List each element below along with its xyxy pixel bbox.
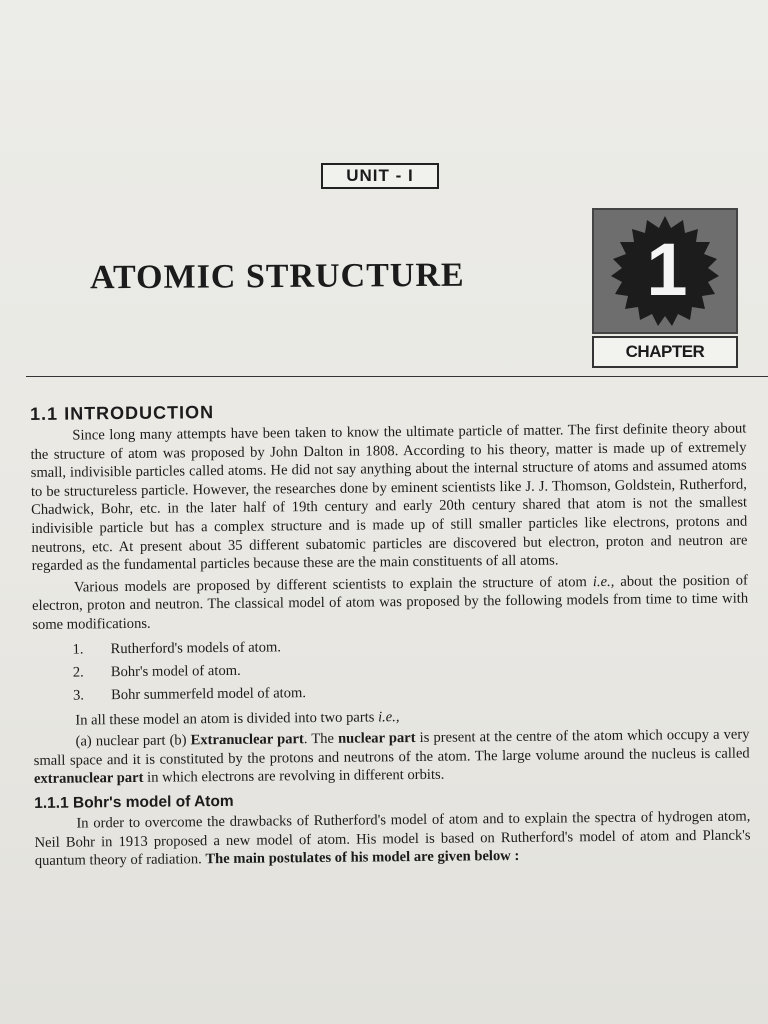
models-ie: i.e., bbox=[592, 573, 615, 590]
subsection-heading: 1.1.1 Bohr's model of Atom bbox=[34, 792, 234, 812]
nuclear-paragraph bbox=[33, 726, 750, 789]
list-item-number: 3. bbox=[72, 686, 85, 704]
nuclear-text-c: is present at the centre of the atom which occupy a very small space and it is constituted by the protons and neutrons of the atom. The large volume around the nucleus is called bbox=[33, 726, 750, 769]
bohr-paragraph bbox=[34, 807, 751, 870]
atom-models-list bbox=[32, 631, 749, 707]
models-text-a: Various models are proposed by different scientists to explain the structure of atom bbox=[73, 573, 593, 596]
chapter-badge-emblem bbox=[592, 208, 738, 334]
list-item-text: Bohr's model of atom. bbox=[110, 662, 241, 680]
extranuclear-part-term: extranuclear part bbox=[33, 770, 144, 788]
postulates-intro: The main postulates of his model are given below : bbox=[205, 847, 520, 868]
intro-paragraph: Since long many attempts have been taken to know the ultimate particle of matter. The first definite theory about the structure of atom was proposed by John Dalton in 1808. According to his theory, matter is made up of extremely small, indivisible particles called atoms. He did not say anything about the internal structure of atoms and assumed atoms to be structureless particle. However, the researches done by eminent scientists like J. J. Thomson, Goldstein, Rutherford, Chadwick, Bohr, etc. in the later half of 19th century and early 20th century shared that atom is not the smallest indivisible particle but has a complex structure and is made up of still smaller particles like electrons, protons and neutrons, etc. At present about 35 different subatomic particles are discovered but electron, proton and neutron are regarded as the fundamental particles because these are the main constituents of all atoms. bbox=[30, 420, 748, 575]
unit-label: UNIT - I bbox=[321, 163, 439, 189]
main-content bbox=[30, 397, 751, 871]
nuclear-part-term: nuclear part bbox=[337, 730, 416, 747]
chapter-word: CHAPTER bbox=[592, 336, 738, 368]
parts-text: In all these model an atom is divided into two parts bbox=[75, 708, 379, 729]
list-item-number: 2. bbox=[72, 663, 84, 681]
nuclear-text-a: (a) nuclear part (b) bbox=[75, 732, 191, 750]
chapter-number: 1 bbox=[646, 228, 688, 311]
nuclear-text-b: . The bbox=[303, 730, 339, 748]
title-divider bbox=[26, 376, 768, 377]
bohr-text: In order to overcome the drawbacks of Rutherford's model of atom and to explain the spectra of hydrogen atom, Neil Bohr in 1913 proposed a new model of atom. His model is based on Rutherford's model of atom and Planck's quantum theory of radiation. bbox=[34, 808, 751, 870]
extranuclear-term: Extranuclear part bbox=[190, 731, 304, 749]
chapter-title: ATOMIC STRUCTURE bbox=[89, 256, 465, 297]
list-item-number: 1. bbox=[72, 640, 84, 658]
list-item-text: Bohr summerfeld model of atom. bbox=[110, 684, 307, 703]
nuclear-text-d: in which electrons are revolving in different orbits. bbox=[143, 766, 445, 787]
chapter-badge bbox=[592, 208, 738, 368]
section-heading: 1.1 INTRODUCTION bbox=[30, 402, 215, 424]
models-text-b: about the position of electron, proton and neutron. The classical model of atom was proposed by the following models from time to time with some modifications. bbox=[32, 572, 749, 633]
parts-ie: i.e., bbox=[377, 708, 400, 725]
list-item-text: Rutherford's models of atom. bbox=[110, 638, 282, 657]
models-paragraph bbox=[32, 571, 749, 634]
